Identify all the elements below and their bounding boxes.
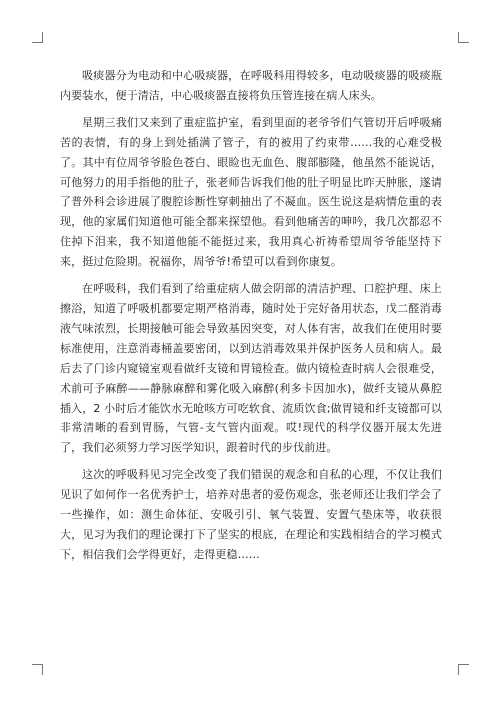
crop-mark-bottom-right — [458, 664, 469, 675]
paragraph-respiratory-care: 在呼吸科，我们看到了给重症病人做会阴部的清洁护理、口腔护理、床上擦浴，知道了呼吸机都要定期严格消毒，随时处于完好备用状态，戊二醛消毒液气味浓烈，长期接触可能会导致基因突变，对人体有害，故我们在使用时要标准使用，注意消毒桶盖要密闭，以到达消毒效果并保护医务人员和病人。最后去了门诊内窥镜室观看做纤支镜和胃镜检查。做内镜检查时病人会很难受，术前可予麻醉——静脉麻醉和雾化吸入麻醉(利多卡因加水)，做纤支镜从鼻腔插入，2 小时后才能饮水无呛咳方可吃软食、流质饮食;做胃镜和纤支镜都可以非常清晰的看到胃肠，气管-支气管内面观。哎!现代的科学仪器开展太先进了，我们必须努力学习医学知识，跟着时代的步伐前进。 — [60, 282, 442, 455]
paragraph-icu-visit: 星期三我们又来到了重症监护室，看到里面的老爷爷们气管切开后呼吸痛苦的表情，有的身上到处插满了管子，有的被用了约束带……我的心难受极了。其中有位周爷爷脸色苍白、眼睑也无血色、腹部膨隆，他虽然不能说话，可他努力的用手指他的肚子，张老师告诉我们他的肚子明显比昨天肿胀，遂请了普外科会诊进展了腹腔诊断性穿刺抽出了不凝血。医生说这是病情危重的表现，他的家属们知道他可能全都来探望他。看到他痛苦的呻吟，我几次都忍不住掉下泪来，我不知道他能不能挺过来，我用真心祈祷希望周爷爷能坚持下来，挺过危险期。祝福你，周爷爷!希望可以看到你康复。 — [60, 115, 442, 269]
paragraph-summary: 这次的呼吸科见习完全改变了我们错误的观念和自私的心理，不仅让我们见识了如何作一名优秀护士，培养对患者的爱伤观念，张老师还让我们学会了一些操作，如：测生命体征、安吸引引、氧气装置、安置气垫床等，收获很大，见习为我们的理论课打下了坚实的根底，在理论和实践相结合的学习模式下，相信我们会学得更好，走得更稳…… — [60, 468, 442, 561]
document-body — [60, 66, 442, 572]
paragraph-suction-devices: 吸痰器分为电动和中心吸痰器，在呼吸科用得较多，电动吸痰器的吸痰瓶内要装水，便于清洁，中心吸痰器直接将负压管连接在病人床头。 — [60, 69, 442, 102]
crop-mark-bottom-left — [32, 664, 43, 675]
crop-mark-top-left — [32, 32, 43, 43]
crop-mark-top-right — [458, 32, 469, 43]
